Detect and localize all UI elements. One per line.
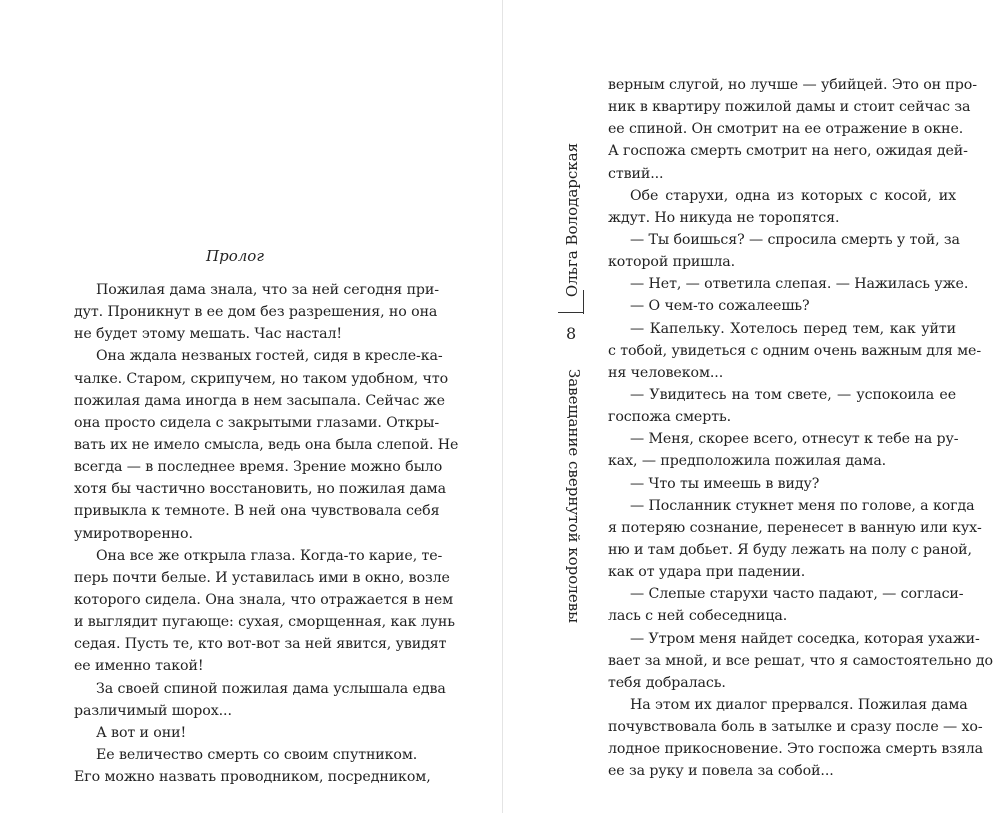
paragraph bbox=[608, 694, 984, 783]
paragraph bbox=[74, 744, 431, 788]
text-line: она просто сидела с закрытыми глазами. Откры- bbox=[74, 414, 440, 431]
running-head-divider-vertical bbox=[583, 290, 584, 314]
text-line: я потеряю сознание, перенесет в ванную или кух- bbox=[608, 519, 982, 536]
text-line: ках, — предположила пожилая дама. bbox=[608, 453, 887, 470]
text-line: ее за руку и повела за собой... bbox=[608, 763, 834, 780]
running-head-author: Ольга Володарская bbox=[563, 142, 581, 298]
text-line: госпожа смерть. bbox=[608, 409, 731, 426]
text-line: лодное прикосновение. Это госпожа смерть взяла bbox=[608, 741, 984, 758]
text-line: — Что ты имеешь в виду? bbox=[630, 475, 820, 492]
text-line: На этом их диалог прервался. Пожилая дама bbox=[630, 696, 968, 713]
paragraph bbox=[608, 583, 964, 627]
text-line: — Капельку. Хотелось перед тем, как уйти bbox=[630, 320, 956, 337]
text-line: Ее величество смерть со своим спутником. bbox=[96, 746, 418, 763]
text-line: верным слугой, но лучше — убийцей. Это он про- bbox=[608, 77, 977, 93]
paragraph bbox=[608, 495, 982, 584]
running-head-book-title: Завещание свернутой королевы bbox=[565, 368, 583, 624]
left-page-text bbox=[74, 279, 459, 788]
text-line: — Утром меня найдет соседка, которая ухажи- bbox=[630, 630, 980, 647]
text-line: ню и там добьет. Я буду лежать на полу с раной, bbox=[608, 541, 972, 558]
text-line: — Меня, скорее всего, отнесут к тебе на ру- bbox=[630, 431, 959, 448]
text-line: Она все же открыла глаза. Когда-то карие, те- bbox=[96, 547, 443, 564]
paragraph bbox=[608, 428, 959, 472]
text-line: дут. Проникнут в ее дом без разрешения, но она bbox=[74, 304, 438, 321]
text-line: различимый шорох... bbox=[74, 702, 232, 719]
text-line: как от удара при падении. bbox=[608, 564, 806, 581]
text-line: ник в квартиру пожилой дамы и стоит сейчас за bbox=[608, 99, 971, 116]
text-line: ждут. Но никуда не торопятся. bbox=[608, 209, 840, 226]
text-line: Пожилая дама знала, что за ней сегодня при- bbox=[96, 282, 439, 298]
text-line: седая. Пусть те, кто вот-вот за ней явится, увидят bbox=[74, 636, 447, 653]
paragraph bbox=[74, 279, 439, 345]
paragraph bbox=[608, 628, 993, 694]
text-line: вает за мной, и все решат, что я самостоятельно до bbox=[608, 652, 993, 669]
text-line: — О чем-то сожалеешь? bbox=[630, 298, 810, 315]
text-line: ее спиной. Он смотрит на ее отражение в окне. bbox=[608, 121, 964, 138]
text-line: ствий... bbox=[608, 165, 664, 182]
paragraph bbox=[74, 678, 446, 722]
page-gutter bbox=[502, 0, 503, 813]
text-line: которой пришла. bbox=[608, 254, 736, 271]
text-line: А вот и они! bbox=[96, 724, 187, 741]
running-head-divider-horizontal bbox=[558, 312, 584, 313]
paragraph bbox=[608, 384, 956, 428]
paragraph bbox=[608, 185, 956, 229]
text-line: всегда — в последнее время. Зрение можно было bbox=[74, 459, 443, 476]
text-line: тебя добралась. bbox=[608, 674, 726, 691]
text-line: и выглядит пугающе: сухая, сморщенная, как лунь bbox=[74, 614, 455, 631]
text-line: — Увидитесь на том свете, — успокоила ее bbox=[630, 386, 956, 403]
text-line: — Слепые старухи часто падают, — согласи- bbox=[630, 586, 964, 603]
right-page-text bbox=[608, 74, 993, 783]
paragraph bbox=[608, 473, 956, 495]
text-line: с тобой, увидеться с одним очень важным для ме- bbox=[608, 342, 982, 359]
text-line: — Ты боишься? — спросила смерть у той, за bbox=[630, 231, 960, 248]
text-line: почувствовала боль в затылке и сразу после — хо- bbox=[608, 719, 983, 736]
text-line: — Нет, — ответила слепая. — Нажилась уже. bbox=[630, 276, 969, 293]
text-line: А госпожа смерть смотрит на него, ожидая дей- bbox=[608, 143, 968, 160]
text-line: Она ждала незваных гостей, сидя в кресле-ка- bbox=[96, 348, 443, 365]
paragraph bbox=[608, 273, 969, 295]
text-line: не будет этому мешать. Час настал! bbox=[74, 326, 343, 343]
text-line: которого сидела. Она знала, что отражается в нем bbox=[74, 591, 454, 608]
page-number: 8 bbox=[566, 324, 577, 343]
text-line: пожилая дама иногда в нем засыпала. Сейчас же bbox=[74, 392, 445, 409]
text-line: ее именно такой! bbox=[74, 658, 204, 675]
text-line: умиротворенно. bbox=[74, 525, 193, 542]
text-line: ня человеком... bbox=[608, 364, 724, 381]
chapter-title: Пролог bbox=[206, 247, 264, 265]
paragraph bbox=[608, 229, 960, 273]
text-line: За своей спиной пожилая дама услышала едва bbox=[96, 680, 446, 697]
text-line: привыкла к темноте. В ней она чувствовала себя bbox=[74, 503, 440, 520]
paragraph bbox=[74, 345, 459, 544]
text-line: Обе старухи, одна из которых с косой, их bbox=[630, 187, 956, 204]
text-line: — Посланник стукнет меня по голове, а когда bbox=[630, 497, 975, 514]
text-line: Его можно назвать проводником, посредником, bbox=[74, 769, 431, 786]
paragraph bbox=[74, 545, 455, 678]
paragraph bbox=[74, 722, 396, 744]
text-line: перь почти белые. И уставилась ими в окно, возле bbox=[74, 569, 450, 586]
paragraph bbox=[608, 74, 977, 185]
text-line: лась с ней собеседница. bbox=[608, 608, 788, 625]
text-line: чалке. Старом, скрипучем, но таком удобном, что bbox=[74, 370, 449, 387]
paragraph bbox=[608, 318, 982, 384]
text-line: вать их не имело смысла, ведь она была слепой. Не bbox=[74, 436, 459, 453]
paragraph bbox=[608, 295, 956, 317]
text-line: хотя бы частично восстановить, но пожилая дама bbox=[74, 481, 446, 498]
